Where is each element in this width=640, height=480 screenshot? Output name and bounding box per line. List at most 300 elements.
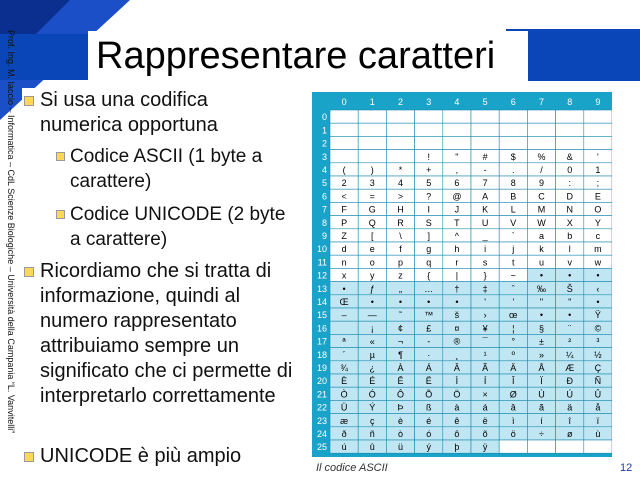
cell-char: å	[595, 402, 601, 413]
cell-char: þ	[454, 442, 460, 453]
cell-char: o	[369, 257, 375, 268]
row-header: 2	[321, 138, 327, 149]
cell-char: ½	[594, 349, 602, 360]
cell-char: ª	[342, 336, 346, 347]
cell-char: Z	[341, 231, 347, 241]
bullet-item	[40, 259, 298, 409]
cell-char: ®	[453, 336, 461, 347]
row-header: 24	[316, 429, 327, 439]
cell-char: M	[537, 204, 546, 215]
cell-char: •	[539, 270, 544, 281]
cell-char: e	[369, 244, 375, 255]
cell-char: "	[455, 151, 459, 162]
cell-char: †	[454, 283, 460, 294]
table-cell	[527, 440, 555, 453]
row-header: 12	[316, 270, 327, 281]
cell-char: X	[566, 217, 573, 228]
cell-char: 8	[510, 178, 516, 189]
table-cell	[527, 123, 555, 136]
cell-char: H	[397, 204, 404, 215]
table-cell	[443, 123, 471, 136]
cell-char: ¼	[565, 349, 574, 360]
cell-char: ³	[596, 336, 600, 347]
cell-char: D	[566, 191, 573, 202]
col-header: 7	[538, 97, 545, 107]
cell-char: §	[538, 323, 545, 334]
cell-char: m	[594, 244, 602, 255]
bullet-text: Codice ASCII (1 byte a carattere)	[70, 146, 263, 192]
cell-char: O	[594, 204, 602, 215]
cell-char: l	[568, 244, 571, 255]
row-header: 25	[316, 442, 327, 453]
table-cell	[358, 123, 386, 136]
cell-char: Ï	[540, 376, 543, 387]
table-cell	[556, 136, 584, 149]
cell-char: I	[427, 204, 430, 215]
cell-char: z	[398, 270, 403, 281]
cell-char: 5	[426, 178, 432, 189]
cell-char: •	[568, 310, 572, 321]
cell-char: •	[539, 310, 544, 321]
cell-char: R	[397, 217, 404, 228]
col-header: 1	[369, 97, 375, 107]
cell-char: (	[342, 165, 346, 175]
cell-char: 4	[397, 178, 404, 189]
cell-char: +	[426, 165, 432, 175]
cell-char: ÷	[539, 429, 544, 439]
cell-char: Ò	[340, 389, 348, 400]
cell-char: ¹	[483, 349, 487, 360]
cell-char: ð	[341, 429, 347, 439]
cell-char: ™	[424, 310, 434, 321]
cell-char: ¡	[370, 323, 374, 334]
table-cell	[330, 150, 358, 163]
table-cell	[358, 110, 386, 123]
bullet-marker	[24, 452, 34, 462]
row-header: 21	[316, 389, 327, 400]
bullet-item-sub	[70, 144, 300, 194]
cell-char: Ý	[369, 402, 376, 413]
cell-char: *	[398, 165, 403, 175]
cell-char: 2	[341, 178, 347, 189]
cell-char: ¿	[369, 363, 376, 373]
cell-char: ©	[594, 323, 602, 334]
table-cell	[415, 123, 443, 136]
cell-char: ñ	[369, 429, 375, 439]
cell-char: j	[512, 244, 515, 255]
cell-char: À	[397, 363, 404, 373]
table-cell	[556, 123, 584, 136]
cell-char: •	[455, 297, 459, 307]
row-header: 22	[316, 402, 327, 413]
cell-char: ¥	[482, 323, 488, 334]
cell-char: J	[454, 204, 460, 215]
cell-char: L	[510, 204, 516, 215]
cell-char: ¢	[397, 323, 404, 334]
cell-char: `	[511, 231, 515, 241]
cell-char: ¯	[482, 336, 488, 347]
cell-char: f	[399, 244, 402, 255]
cell-char: k	[539, 244, 544, 255]
cell-char: ¨	[568, 323, 572, 334]
cell-char: ?	[426, 191, 432, 202]
cell-char: 6	[454, 178, 460, 189]
page-number: 12	[620, 462, 633, 474]
table-cell	[358, 150, 386, 163]
cell-char: ú	[341, 442, 347, 453]
row-header: 7	[321, 204, 327, 215]
row-header: 9	[321, 231, 327, 241]
col-header: 6	[510, 97, 516, 107]
cell-char: ù	[595, 429, 601, 439]
table-cell	[584, 136, 612, 149]
cell-char: ý	[426, 442, 431, 453]
table-cell	[330, 110, 358, 123]
table-cell	[386, 136, 414, 149]
row-header: 6	[321, 191, 327, 202]
cell-char: q	[426, 257, 432, 268]
cell-char: K	[482, 204, 489, 215]
bullet-text: Codice UNICODE (2 byte a carattere)	[70, 204, 286, 250]
cell-char: é	[426, 415, 432, 426]
table-cell	[527, 136, 555, 149]
cell-char: _	[482, 231, 488, 241]
cell-char: Î	[512, 376, 515, 387]
figure-caption: Il codice ASCII	[316, 462, 388, 474]
cell-char: •	[398, 297, 403, 307]
cell-char: „	[399, 283, 402, 294]
col-header: 9	[595, 97, 601, 107]
cell-char: {	[427, 270, 431, 281]
table-cell	[499, 123, 527, 136]
table-cell	[330, 136, 358, 149]
cell-char: ›	[483, 310, 487, 321]
cell-char: t	[512, 257, 515, 268]
cell-char: "	[568, 297, 572, 307]
cell-char: ]	[427, 231, 430, 241]
table-cell	[471, 123, 499, 136]
cell-char: Ù	[538, 389, 545, 400]
cell-char: œ	[509, 310, 518, 321]
cell-char: x	[341, 270, 347, 281]
cell-char: $	[510, 151, 516, 162]
cell-char: W	[537, 217, 546, 228]
cell-char: Ì	[455, 376, 459, 387]
cell-char: |	[455, 270, 459, 281]
cell-char: a	[538, 231, 545, 241]
bullet-text: Ricordiamo che si tratta di informazione, quindi al numero rappresentato attribuiamo sempre un significato che ci permette di interpretarlo correttamente	[40, 260, 293, 407]
cell-char: µ	[369, 349, 375, 360]
cell-char: s	[482, 257, 488, 268]
table-cell	[330, 321, 358, 334]
cell-char: A	[482, 191, 489, 202]
cell-char: Â	[453, 363, 460, 373]
cell-char: !	[427, 151, 430, 162]
cell-char: ^	[454, 231, 460, 241]
cell-char: ‰	[537, 283, 546, 294]
cell-char: N	[566, 204, 573, 215]
cell-char: ˜	[399, 310, 402, 321]
cell-char: '	[597, 151, 599, 162]
cell-char: Ë	[425, 376, 432, 387]
cell-char: 0	[567, 165, 573, 175]
bullet-list	[22, 88, 312, 468]
cell-char: c	[595, 231, 601, 241]
cell-char: <	[341, 191, 347, 202]
cell-char: T	[454, 217, 460, 228]
cell-char: -	[483, 165, 487, 175]
table-cell	[415, 110, 443, 123]
table-cell	[471, 110, 499, 123]
row-header: 11	[317, 257, 327, 268]
bullet-text: UNICODE è più ampio	[40, 445, 242, 467]
cell-char: ,	[455, 165, 459, 175]
cell-char: û	[369, 442, 375, 453]
cell-char: è	[397, 415, 404, 426]
cell-char: à	[454, 402, 460, 413]
cell-char: 7	[482, 178, 488, 189]
cell-char: …	[424, 283, 434, 294]
cell-char: Ñ	[594, 376, 602, 387]
cell-char: Ö	[453, 389, 461, 400]
cell-char: Å	[538, 363, 545, 373]
cell-char: S	[425, 217, 432, 228]
col-header: 3	[426, 97, 432, 107]
cell-char: C	[538, 191, 545, 202]
row-header: 15	[316, 310, 327, 321]
bullet-marker	[24, 267, 34, 277]
table-cell	[386, 150, 414, 163]
cell-char: :	[568, 178, 571, 189]
cell-char: '	[512, 297, 515, 307]
cell-char: Ä	[510, 363, 517, 373]
bullet-item	[40, 444, 298, 469]
cell-char: B	[510, 191, 517, 202]
cell-char: \	[399, 231, 402, 241]
table-cell	[499, 110, 527, 123]
cell-char: –	[341, 310, 347, 321]
cell-char: ó	[426, 429, 432, 439]
cell-char: •	[370, 297, 374, 307]
cell-char: Ú	[566, 389, 573, 400]
cell-char: É	[369, 376, 376, 387]
cell-char: ‹	[596, 283, 600, 294]
row-header: 5	[321, 178, 327, 189]
cell-char: &	[566, 151, 573, 162]
table-cell	[499, 136, 527, 149]
ascii-table	[312, 92, 612, 457]
cell-char: p	[397, 257, 404, 268]
bullet-marker	[24, 96, 34, 106]
cell-char: Õ	[425, 389, 433, 400]
cell-char: Æ	[565, 363, 575, 373]
cell-char: Q	[368, 217, 376, 228]
cell-char: ì	[512, 415, 515, 426]
cell-char: ˆ	[511, 283, 515, 294]
row-header: 8	[321, 217, 327, 228]
cell-char: )	[370, 165, 374, 175]
cell-char: n	[341, 257, 347, 268]
bullet-marker	[56, 152, 65, 161]
row-header: 23	[316, 415, 327, 426]
cell-char: £	[426, 323, 432, 334]
row-header: 13	[316, 283, 327, 294]
cell-char: ä	[567, 402, 573, 413]
cell-char: Y	[594, 217, 601, 228]
cell-char: õ	[482, 429, 488, 439]
cell-char: «	[369, 336, 375, 347]
table-cell	[556, 110, 584, 123]
col-header: 5	[482, 97, 488, 107]
row-header: 14	[316, 297, 327, 307]
cell-char: ¾	[340, 363, 348, 373]
cell-char: •	[427, 297, 431, 307]
table-cell	[527, 110, 555, 123]
table-cell	[386, 123, 414, 136]
cell-char: y	[370, 270, 375, 281]
slide-title: Rappresentare caratteri	[96, 35, 496, 77]
cell-char: g	[426, 244, 432, 255]
col-header: 8	[567, 97, 573, 107]
cell-char: b	[567, 231, 573, 241]
cell-char: ò	[397, 429, 404, 439]
table-cell	[584, 440, 612, 453]
cell-char: Š	[566, 283, 573, 294]
row-header: 18	[316, 349, 327, 360]
table-cell	[443, 136, 471, 149]
cell-char: •	[596, 297, 600, 307]
cell-char: •	[342, 283, 346, 294]
cell-char: ÿ	[482, 442, 488, 453]
cell-char: /	[540, 165, 543, 175]
table-cell	[556, 440, 584, 453]
cell-char: #	[482, 151, 488, 162]
cell-char: ï	[596, 415, 600, 426]
cell-char: á	[482, 402, 488, 413]
row-header: 16	[316, 323, 327, 334]
table-cell	[584, 110, 612, 123]
cell-char: î	[568, 415, 571, 426]
cell-char: â	[510, 402, 516, 413]
cell-char: ô	[454, 429, 460, 439]
cell-char: •	[568, 270, 572, 281]
table-cell	[584, 123, 612, 136]
cell-char: d	[341, 244, 347, 255]
cell-char: š	[454, 310, 460, 321]
cell-char: ±	[539, 336, 544, 347]
cell-char: ;	[596, 178, 600, 189]
table-cell	[499, 440, 527, 453]
cell-char: '	[484, 297, 486, 307]
cell-char: ê	[454, 415, 460, 426]
cell-char: ´	[342, 349, 346, 360]
sidebar-footer-text: Prof. Ing. M. Iaccio – Informatica – CdL Scienze Biologiche – Università della Campania “L. Vanvitelli”	[6, 30, 16, 434]
row-header: 1	[321, 125, 327, 136]
cell-char: i	[484, 244, 487, 255]
table-cell	[471, 136, 499, 149]
bullet-item-sub	[70, 202, 300, 252]
row-header: 20	[316, 376, 327, 387]
cell-char: %	[537, 151, 546, 162]
cell-char: ü	[397, 442, 404, 453]
cell-char: V	[510, 217, 517, 228]
cell-char: ß	[425, 402, 432, 413]
cell-char: P	[341, 217, 348, 228]
cell-char: ~	[510, 270, 516, 281]
row-header: 3	[321, 151, 327, 162]
cell-char: Ø	[509, 389, 517, 400]
cell-char: Œ	[339, 297, 349, 307]
col-header: 4	[454, 97, 460, 107]
ascii-table-grid	[312, 92, 612, 457]
cell-char: ×	[482, 389, 488, 400]
cell-char: G	[368, 204, 376, 215]
cell-char: E	[594, 191, 601, 202]
cell-char: 3	[369, 178, 375, 189]
bullet-item	[40, 88, 290, 138]
cell-char: }	[483, 270, 487, 281]
cell-char: Á	[425, 363, 432, 373]
cell-char: -	[427, 336, 431, 347]
cell-char: Û	[594, 389, 602, 400]
cell-char: í	[540, 415, 543, 426]
cell-char: F	[341, 204, 347, 215]
row-header: 0	[321, 112, 327, 123]
cell-char: •	[596, 270, 600, 281]
cell-char: ö	[510, 429, 516, 439]
cell-char: º	[511, 349, 515, 360]
bullet-marker	[56, 210, 65, 219]
cell-char: Í	[483, 376, 487, 387]
cell-char: ë	[482, 415, 488, 426]
cell-char: U	[481, 217, 489, 228]
table-cell	[386, 110, 414, 123]
cell-char: v	[567, 257, 572, 268]
cell-char: Ü	[340, 402, 348, 413]
cell-char: æ	[340, 415, 349, 426]
bullet-text: Si usa una codifica numerica opportuna	[40, 89, 218, 136]
cell-char: Ÿ	[594, 310, 601, 321]
cell-char: r	[455, 257, 459, 268]
row-header: 19	[316, 363, 327, 373]
cell-char: Þ	[397, 402, 404, 413]
table-cell	[358, 136, 386, 149]
cell-char: 1	[595, 165, 601, 175]
cell-char: Ô	[396, 389, 405, 400]
cell-char: ¶	[398, 349, 403, 360]
cell-char: ¸	[455, 349, 459, 360]
cell-char: Ê	[397, 376, 404, 387]
table-cell	[330, 123, 358, 136]
cell-char: ¬	[397, 336, 404, 347]
cell-char: ²	[568, 336, 572, 347]
cell-char: Ð	[566, 376, 573, 387]
table-cell	[415, 136, 443, 149]
cell-char: .	[512, 165, 515, 175]
cell-char: @	[452, 191, 462, 202]
cell-char: ã	[538, 402, 545, 413]
cell-char: ‡	[482, 283, 488, 294]
cell-char: »	[538, 349, 545, 360]
cell-char: =	[369, 191, 375, 202]
row-header: 17	[316, 336, 327, 347]
cell-char: Ç	[594, 363, 602, 373]
table-cell	[443, 110, 471, 123]
cell-char: Ã	[482, 363, 489, 373]
cell-char: —	[367, 310, 377, 321]
cell-char: ¦	[512, 323, 515, 334]
cell-char: ƒ	[369, 283, 375, 294]
